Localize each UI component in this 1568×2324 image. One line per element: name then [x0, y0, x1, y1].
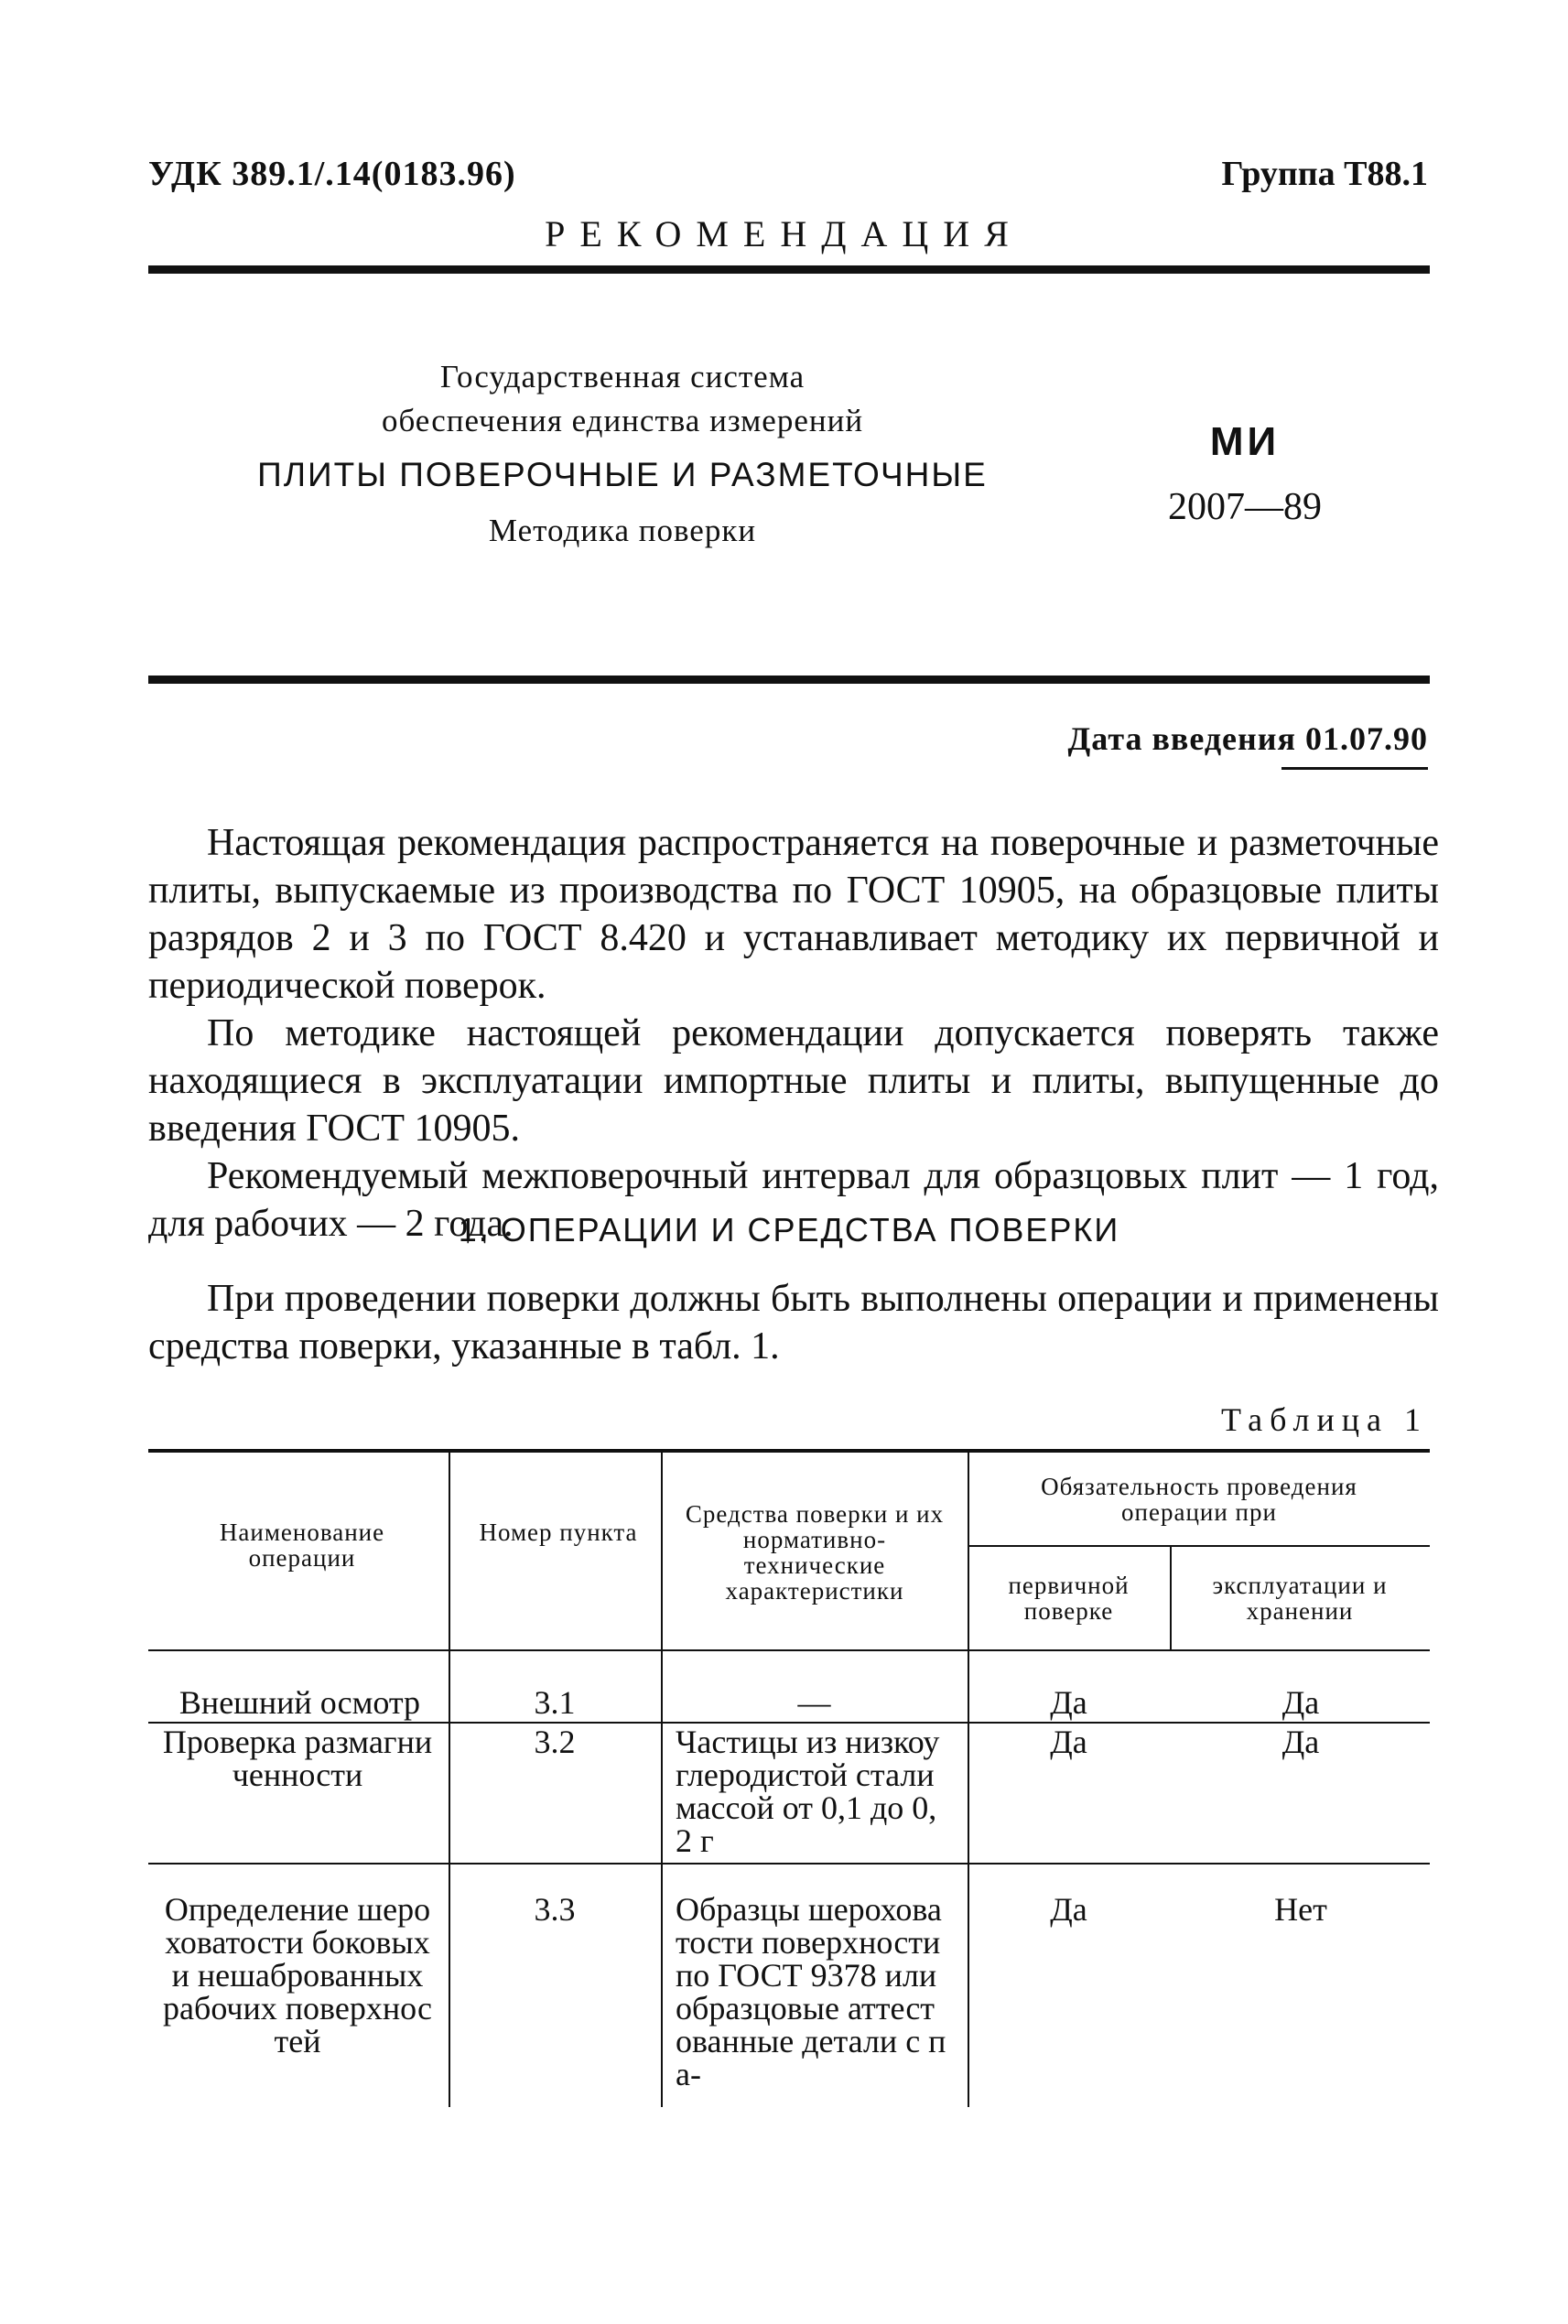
row3-primary: Да: [1050, 1891, 1087, 1928]
row3-number: 3.3: [534, 1891, 576, 1928]
row2-name: Проверка размагниченности: [162, 1724, 433, 1793]
col-divider-2: [661, 1453, 663, 2107]
row3-operation: Нет: [1274, 1891, 1327, 1928]
header-verification-means: Средства поверки и их нормативно-технические характеристики: [685, 1500, 945, 1605]
section-paragraph: При проведении поверки должны быть выполнены операции и применены средства поверки, указанные в табл. 1.: [148, 1278, 1439, 1367]
header-item-number: Номер пункта: [479, 1519, 638, 1546]
system-line2: обеспечения единства измерений: [381, 403, 864, 438]
section-heading: 1. ОПЕРАЦИИ И СРЕДСТВА ПОВЕРКИ: [458, 1211, 1120, 1248]
paragraph-3: Рекомендуемый межповерочный интервал для образцовых плит — 1 год, для рабочих — 2 года.: [148, 1155, 1439, 1245]
header-operation-name: Наименование операции: [219, 1519, 385, 1572]
row1-means: —: [797, 1684, 831, 1721]
doc-subtitle: Методика поверки: [488, 513, 757, 548]
row2-number: 3.2: [534, 1724, 576, 1760]
udk-code: УДК 389.1/.14(0183.96): [148, 155, 516, 193]
top-rule: [148, 265, 1430, 274]
col-divider-3: [968, 1453, 969, 2107]
row2-operation: Да: [1281, 1724, 1320, 1760]
table-caption: Таблица 1: [1221, 1401, 1428, 1438]
intro-date: Дата введения 01.07.90: [1067, 720, 1428, 757]
intro-text: [148, 819, 1439, 1248]
group-code: Группа Т88.1: [1221, 155, 1428, 193]
row1-name: Внешний осмотр: [178, 1684, 421, 1721]
system-line1: Государственная система: [439, 359, 806, 395]
row2-primary: Да: [1050, 1724, 1087, 1760]
paragraph-1: Настоящая рекомендация распространяется на поверочные и разметочные плиты, выпускаемые из производства по ГОСТ 10905, на образцовые плиты разрядов 2 и 3 по ГОСТ 8.420 и устанавливает методику их первичной и периодической поверок.: [148, 822, 1439, 1007]
row1-number: 3.1: [534, 1684, 576, 1721]
table-top-rule: [148, 1449, 1430, 1453]
row1-primary: Да: [1050, 1684, 1087, 1721]
header-operation-storage: эксплуатации и хранении: [1212, 1572, 1388, 1625]
code-number: 2007—89: [1168, 486, 1322, 528]
header-bottom-rule: [148, 1649, 1430, 1651]
doc-title: ПЛИТЫ ПОВЕРОЧНЫЕ И РАЗМЕТОЧНЫЕ: [257, 456, 988, 493]
row2-means: Частицы из низкоуглеродистой стали массой от 0,1 до 0,2 г: [676, 1724, 940, 1859]
col-divider-4: [1170, 1547, 1172, 1649]
row-separator-2: [148, 1863, 1430, 1865]
code-label: МИ: [1209, 419, 1281, 464]
header-primary-check: первичной поверке: [1008, 1572, 1130, 1625]
title-rule: [148, 676, 1430, 684]
header-group-rule: [968, 1545, 1430, 1547]
col-divider-1: [449, 1453, 450, 2107]
paragraph-2: По методике настоящей рекомендации допускается поверять также находящиеся в эксплуатации импортные плиты и плиты, выпущенные до введения ГОСТ 10905.: [148, 1012, 1439, 1150]
header-obligation-group: Обязательность проведения операции при: [1041, 1473, 1357, 1526]
doc-type: РЕКОМЕНДАЦИЯ: [545, 213, 1023, 254]
row3-name: Определение шероховатости боковых и нешаброванных рабочих поверхностей: [163, 1891, 432, 2059]
section-text: [148, 1275, 1439, 1370]
date-underline: [1281, 767, 1428, 770]
row3-means: Образцы шероховатости поверхности по ГОСТ 9378 или образцовые аттестованные детали с па-: [676, 1891, 946, 2092]
row1-operation: Да: [1281, 1684, 1320, 1721]
